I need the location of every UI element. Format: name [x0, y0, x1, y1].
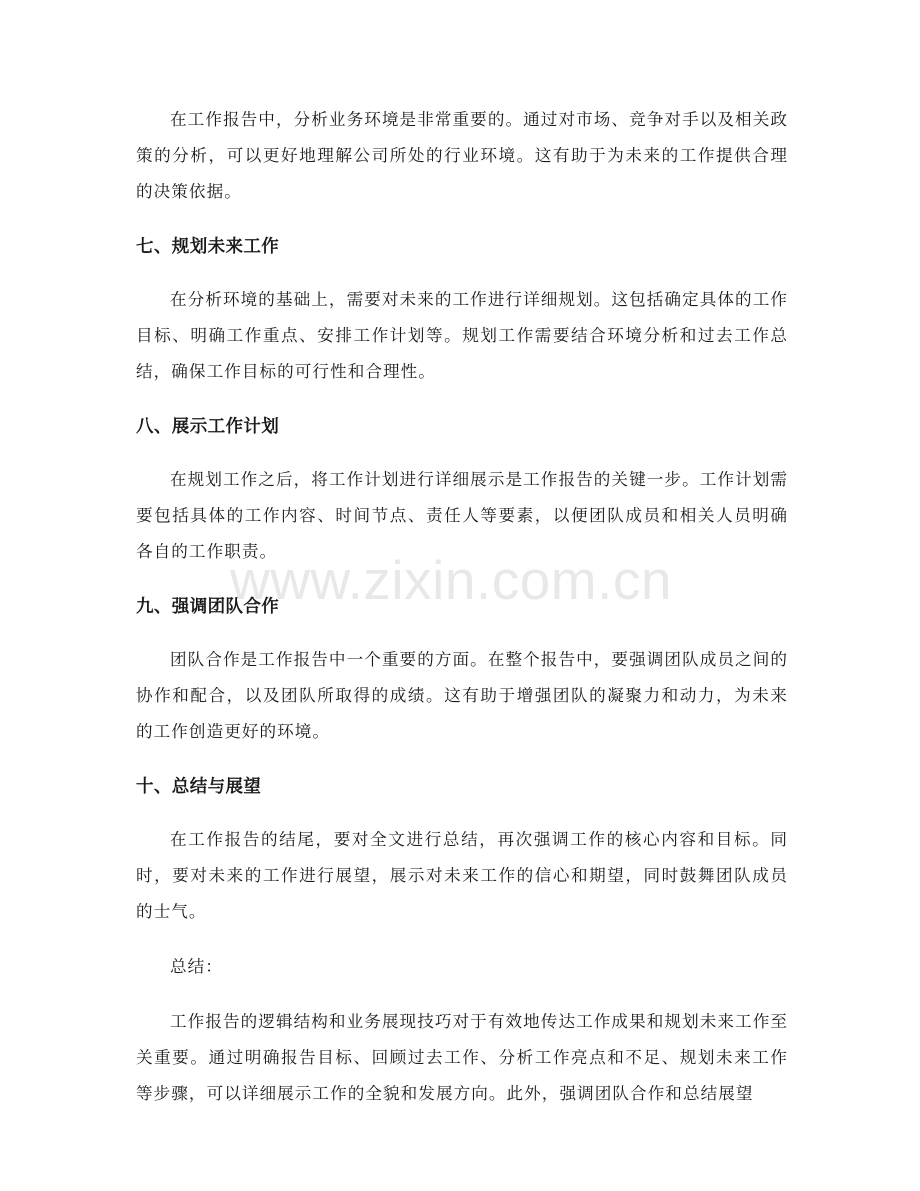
- paragraph-show-work-plan: 在规划工作之后，将工作计划进行详细展示是工作报告的关键一步。工作计划需要包括具体的工作内容、时间节点、责任人等要素，以便团队成员和相关人员明确各自的工作职责。: [136, 470, 788, 561]
- paragraph-plan-future-work: 在分析环境的基础上，需要对未来的工作进行详细规划。这包括确定具体的工作目标、明确工作重点、安排工作计划等。规划工作需要结合环境分析和过去工作总结，确保工作目标的可行性和合理性。: [136, 290, 788, 381]
- paragraph-teamwork: 团队合作是工作报告中一个重要的方面。在整个报告中，要强调团队成员之间的协作和配合，以及团队所取得的成绩。这有助于增强团队的凝聚力和动力，为未来的工作创造更好的环境。: [136, 650, 788, 741]
- summary-label: 总结：: [170, 957, 223, 976]
- paragraph-business-environment: 在工作报告中，分析业务环境是非常重要的。通过对市场、竞争对手以及相关政策的分析，可以更好地理解公司所处的行业环境。这有助于为未来的工作提供合理的决策依据。: [136, 110, 788, 201]
- heading-show-work-plan: 八、展示工作计划: [136, 417, 280, 437]
- paragraph-conclusion: 工作报告的逻辑结构和业务展现技巧对于有效地传达工作成果和规划未来工作至关重要。通过明确报告目标、回顾过去工作、分析工作亮点和不足、规划未来工作等步骤，可以详细展示工作的全貌和发展方向。此外，强调团队合作和总结展望: [136, 1012, 788, 1103]
- document-body: [136, 102, 788, 1112]
- paragraph-summary-outlook: 在工作报告的结尾，要对全文进行总结，再次强调工作的核心内容和目标。同时，要对未来的工作进行展望，展示对未来工作的信心和期望，同时鼓舞团队成员的士气。: [136, 830, 788, 921]
- watermark: www.zixin.com.cn: [230, 549, 672, 611]
- heading-plan-future-work: 七、规划未来工作: [136, 237, 280, 257]
- heading-teamwork: 九、强调团队合作: [136, 597, 280, 617]
- heading-summary-outlook: 十、总结与展望: [136, 777, 262, 797]
